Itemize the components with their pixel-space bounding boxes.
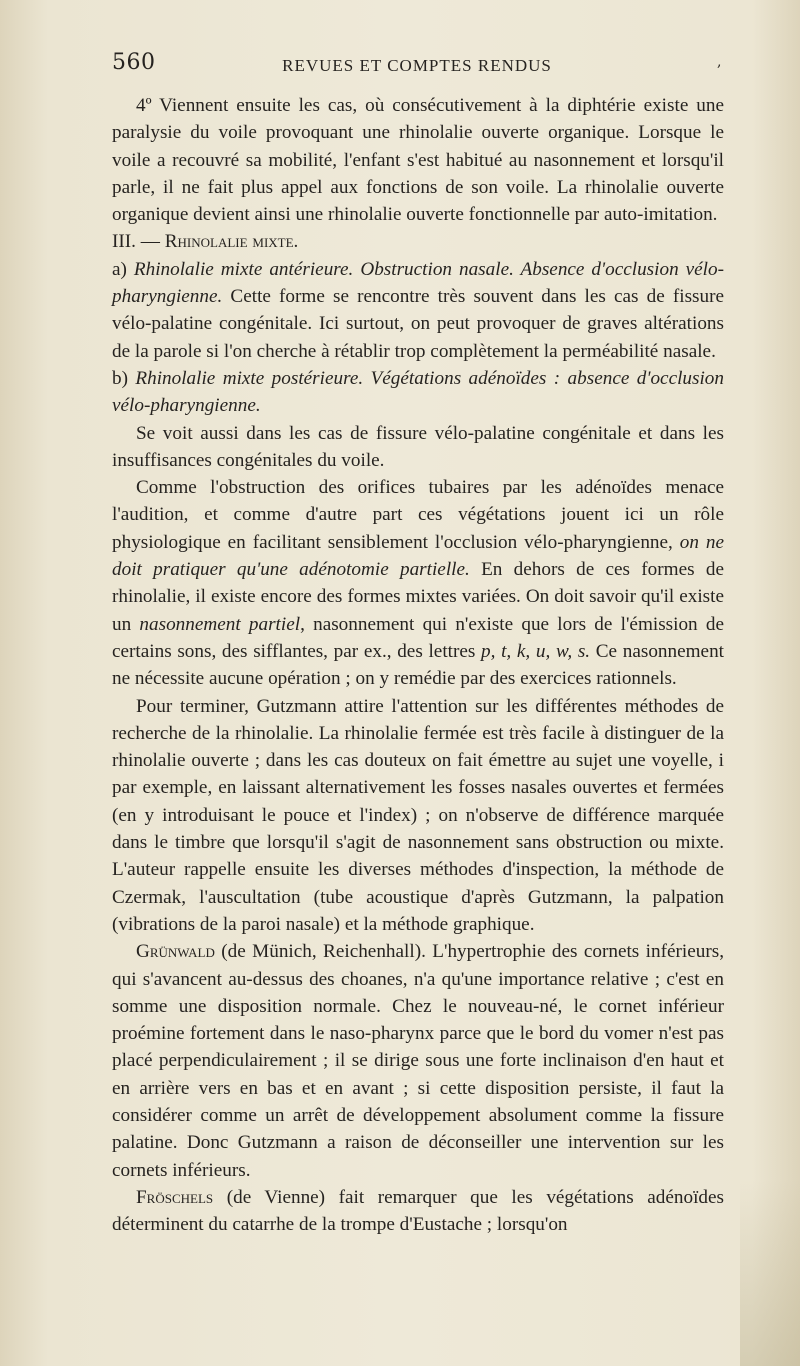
body-text	[112, 92, 724, 1238]
paragraph-adenoides: Comme l'obstruction des orifices tubaires par les adénoïdes menace l'audition, et comme d'autre part ces végétations jouent ici un rôle physiologique en facilitant sensiblement l'occlusion vélo-pharyngienne, on ne doit pratiquer qu'une adénotomie partielle. En dehors de ces formes de rhinolalie, il existe encore des formes mixtes variées. On doit savoir qu'il existe un nasonnement partiel, nasonnement qui n'existe que lors de l'émission de certains sons, des sifflantes, par ex., des lettres p, t, k, u, w, s. Ce nasonnement ne nécessite aucune opération ; on y remédie par des exercices rationnels.	[112, 477, 724, 690]
paragraph-gutzmann: Pour terminer, Gutzmann attire l'attention sur les différentes méthodes de recherche de la rhinolalie. La rhinolalie fermée est très facile à distinguer de la rhinolalie ouverte ; dans les cas douteux on fait émettre au sujet une voyelle, i par exemple, en laissant alternativement les fosses nasales ouvertes et fermées (en y introduisant le pouce et l'index) ; on n'observe de différence marquée dans le timbre que lorsqu'il s'agit de nasonnement sans obstruction ou mixte. L'auteur rappelle ensuite les diverses méthodes d'inspection, la méthode de Czermak, l'auscultation (tube acoustique d'après Gutzmann, la palpation (vibrations de la paroi nasale) et la méthode graphique.	[112, 695, 724, 935]
margin-mark: ,	[717, 54, 722, 70]
paragraph-fissure: Se voit aussi dans les cas de fissure vélo-palatine congénitale et dans les insuffisances congénitales du voile.	[112, 422, 724, 471]
author-name: Grünwald	[136, 941, 215, 963]
author-name: Fröschels	[136, 1186, 214, 1208]
paper-stain	[740, 1180, 800, 1366]
section-heading-mixte: III. — Rhinolalie mixte.	[112, 231, 299, 253]
paragraph-mixte-posterieure: b) Rhinolalie mixte postérieure. Végétations adénoïdes : absence d'occlusion vélo-pharyngienne.	[112, 367, 724, 417]
paragraph-mixte-anterieure: a) Rhinolalie mixte antérieure. Obstruction nasale. Absence d'occlusion vélo-pharyngienne. Cette forme se rencontre très souvent dans les cas de fissure vélo-palatine congénitale. Ici surtout, on peut provoquer de graves altérations de la parole si l'on cherche à rétablir trop complètement la perméabilité nasale.	[112, 258, 724, 362]
page-header	[112, 50, 722, 76]
page-number: 560	[112, 50, 156, 75]
section-title: Rhinolalie mixte.	[164, 231, 299, 253]
paragraph-diphtheria: 4º Viennent ensuite les cas, où consécutivement à la diphtérie existe une paralysie du voile provoquant une rhinolalie ouverte organique. Lorsque le voile a recouvré sa mobilité, l'enfant s'est habitué au nasonnement et lorsqu'il parle, il ne fait plus appel aux fonctions de son voile. La rhinolalie ouverte organique devient ainsi une rhinolalie ouverte fonctionnelle par auto-imitation.	[112, 95, 724, 226]
running-head: REVUES ET COMPTES RENDUS	[282, 56, 552, 75]
subsection-title-b: Rhinolalie mixte postérieure. Végétations adénoïdes : absence d'occlusion vélo-pharyngienne.	[112, 367, 724, 417]
subsection-title-a: Rhinolalie mixte antérieure. Obstruction nasale. Absence d'occlusion vélo-pharyngienne.	[112, 258, 724, 308]
paragraph-grunwald: Grünwald (de Münich, Reichenhall). L'hypertrophie des cornets inférieurs, qui s'avancent au-dessus des choanes, n'a qu'une importance relative ; c'est en somme une disposition normale. Chez le nouveau-né, le cornet inférieur proémine fortement dans le naso-pharynx parce que le bord du vomer n'est pas placé perpendiculairement ; il se dirige sous une forte inclinaison d'en haut et en arrière vers en bas et en avant ; si cette disposition persiste, il faut la considérer comme un arrêt de développement absolument comme la fissure palatine. Donc Gutzmann a raison de déconseiller une intervention sur les cornets inférieurs.	[112, 941, 724, 1181]
paragraph-froschels: Fröschels (de Vienne) fait remarquer que les végétations adénoïdes déterminent du catarrhe de la trompe d'Eustache ; lorsqu'on	[112, 1186, 724, 1236]
